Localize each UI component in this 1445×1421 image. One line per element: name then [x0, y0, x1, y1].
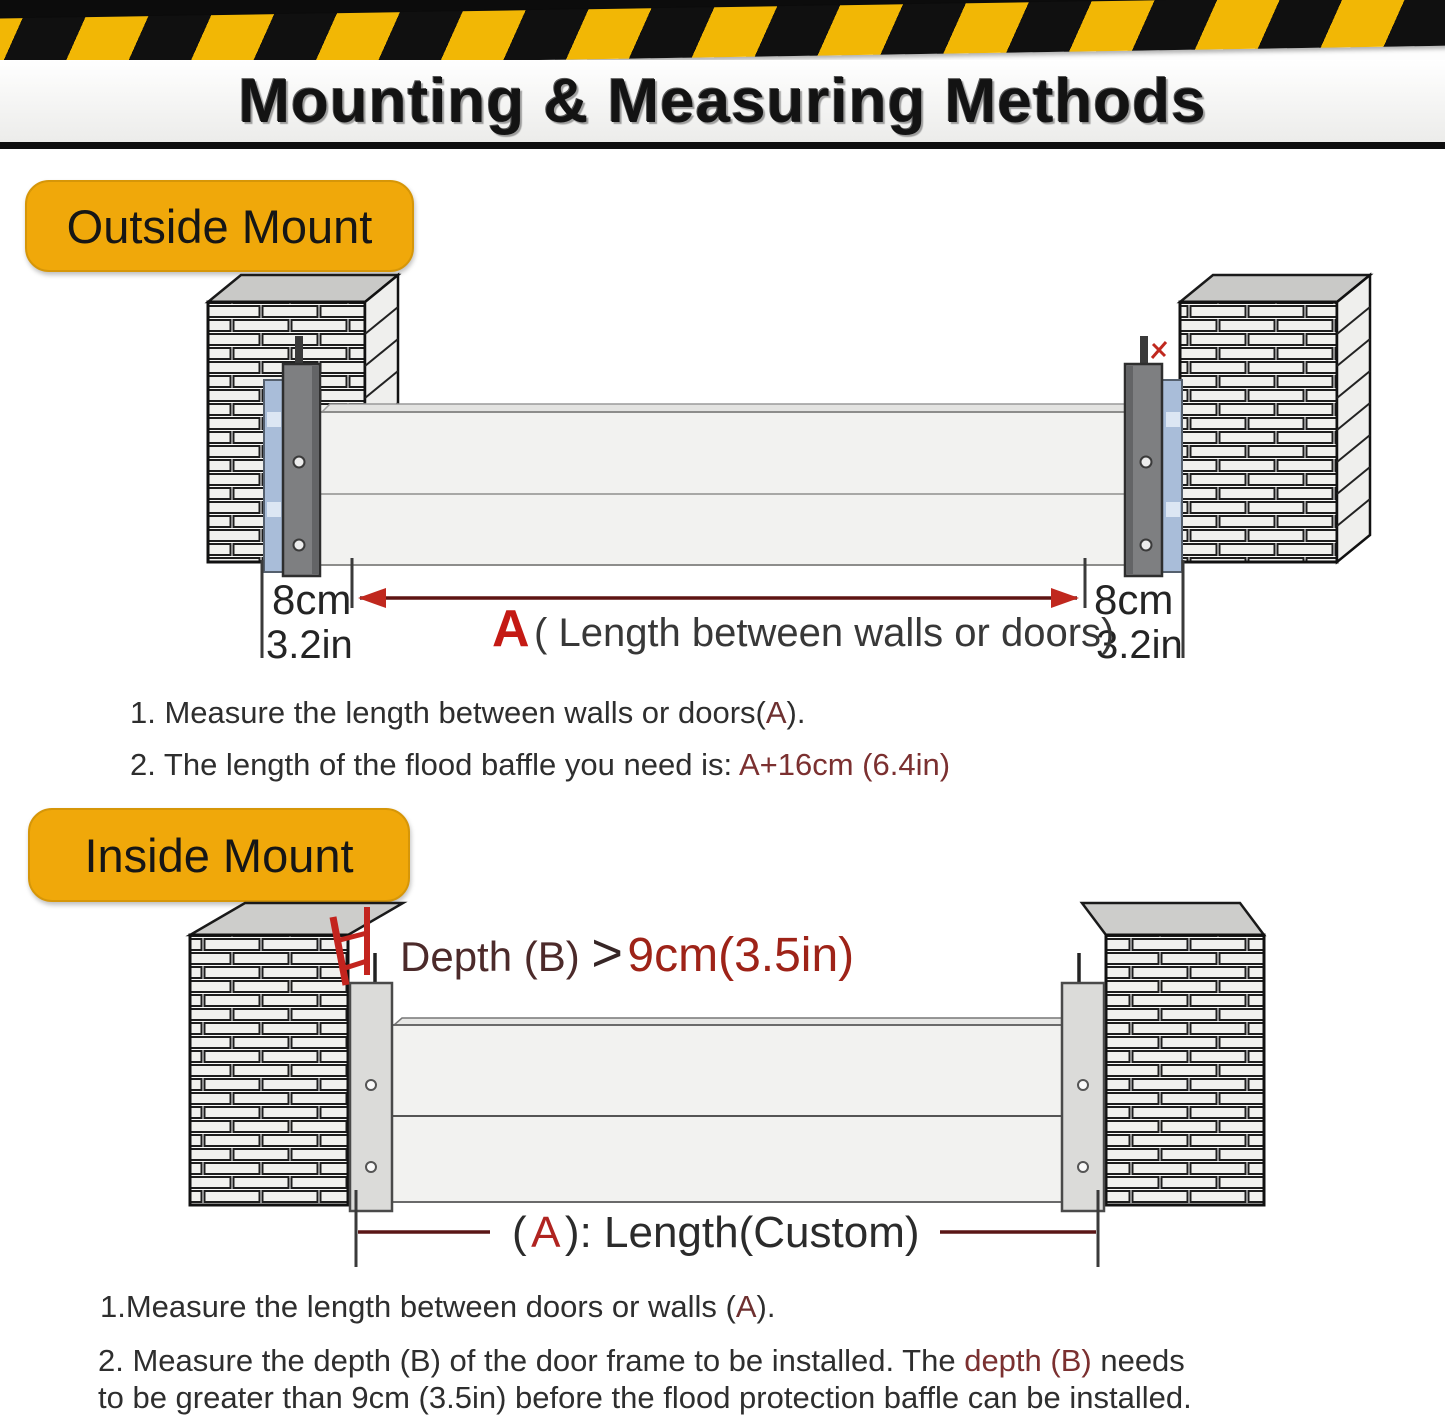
outside-step2-text: 2. The length of the flood baffle you need is: [130, 747, 739, 782]
screw-hole [366, 1080, 376, 1090]
arrowhead-left [358, 588, 386, 608]
inside-left-channel [350, 953, 392, 1211]
inside-step1-text: 1.Measure the length between doors or walls ( [100, 1289, 736, 1324]
dim-left-inch: 3.2in [266, 623, 353, 667]
length-label-a: A [531, 1208, 561, 1257]
outside-step-2 [130, 746, 950, 784]
inside-step1-end: ). [756, 1289, 776, 1324]
inside-step2-needs: needs [1091, 1343, 1185, 1378]
inside-step2-text: 2. Measure the depth (B) of the door frame to be installed. The [98, 1343, 965, 1378]
inside-right-channel [1062, 953, 1104, 1211]
inside-mount-badge-label: Inside Mount [84, 828, 354, 882]
dim-left-cm: 8cm [272, 576, 352, 623]
anchor-pin [295, 336, 303, 366]
inside-mount-diagram [0, 895, 1445, 1295]
outside-mount-badge [25, 180, 414, 272]
outside-right-pillar [1180, 275, 1370, 562]
screw-hole [294, 540, 305, 551]
screw-hole [1078, 1162, 1088, 1172]
screw-hole [1078, 1080, 1088, 1090]
page-title: Mounting & Measuring Methods [238, 66, 1207, 136]
screw-hole [1141, 540, 1152, 551]
outside-step1-text: 1. Measure the length between walls or doors( [130, 695, 766, 730]
caution-tape-banner [0, 0, 1445, 60]
depth-label [400, 923, 854, 983]
anchor-pin [1140, 336, 1148, 366]
inside-step1-a: A [735, 1289, 757, 1324]
depth-label-text: Depth (B) [400, 933, 592, 980]
dim-right-cm: 8cm [1094, 576, 1174, 623]
inside-step2-depth: depth (B) [964, 1343, 1092, 1378]
screw-hole [1141, 457, 1152, 468]
arrowhead-right [1051, 588, 1079, 608]
length-custom-label [512, 1208, 920, 1257]
outside-step2-formula: A+16cm (6.4in) [738, 747, 951, 782]
greater-than-sign: > [591, 923, 623, 983]
inside-step-2 [98, 1342, 1445, 1416]
span-label-text: ( Length between walls or doors) [534, 611, 1115, 655]
dim-right-inch: 3.2in [1096, 623, 1183, 667]
outside-mount-diagram [0, 262, 1445, 674]
screw-hole [366, 1162, 376, 1172]
outside-dimension [262, 558, 1183, 667]
outside-step-1 [130, 694, 805, 732]
length-label-rest: ): Length(Custom) [564, 1208, 920, 1257]
outside-step1-a: A [765, 695, 787, 730]
span-label [492, 600, 1114, 658]
inside-right-pillar [1082, 903, 1264, 1205]
depth-value: 9cm(3.5in) [627, 929, 855, 982]
red-marker [1152, 342, 1166, 358]
title-divider [0, 142, 1445, 149]
title-band [0, 60, 1445, 142]
inside-step-1 [100, 1288, 775, 1326]
outside-right-channel [1125, 336, 1182, 576]
inside-flood-barrier [392, 1018, 1072, 1202]
outside-step1-end: ). [786, 695, 806, 730]
inside-step2-line2: to be greater than 9cm (3.5in) before the flood protection baffle can be installed. [98, 1380, 1192, 1415]
inside-mount-badge [28, 808, 410, 902]
outside-mount-badge-label: Outside Mount [66, 199, 373, 253]
screw-hole [294, 457, 305, 468]
outside-flood-barrier [320, 404, 1148, 565]
span-label-a: A [492, 600, 530, 658]
length-label-open: ( [512, 1208, 527, 1257]
